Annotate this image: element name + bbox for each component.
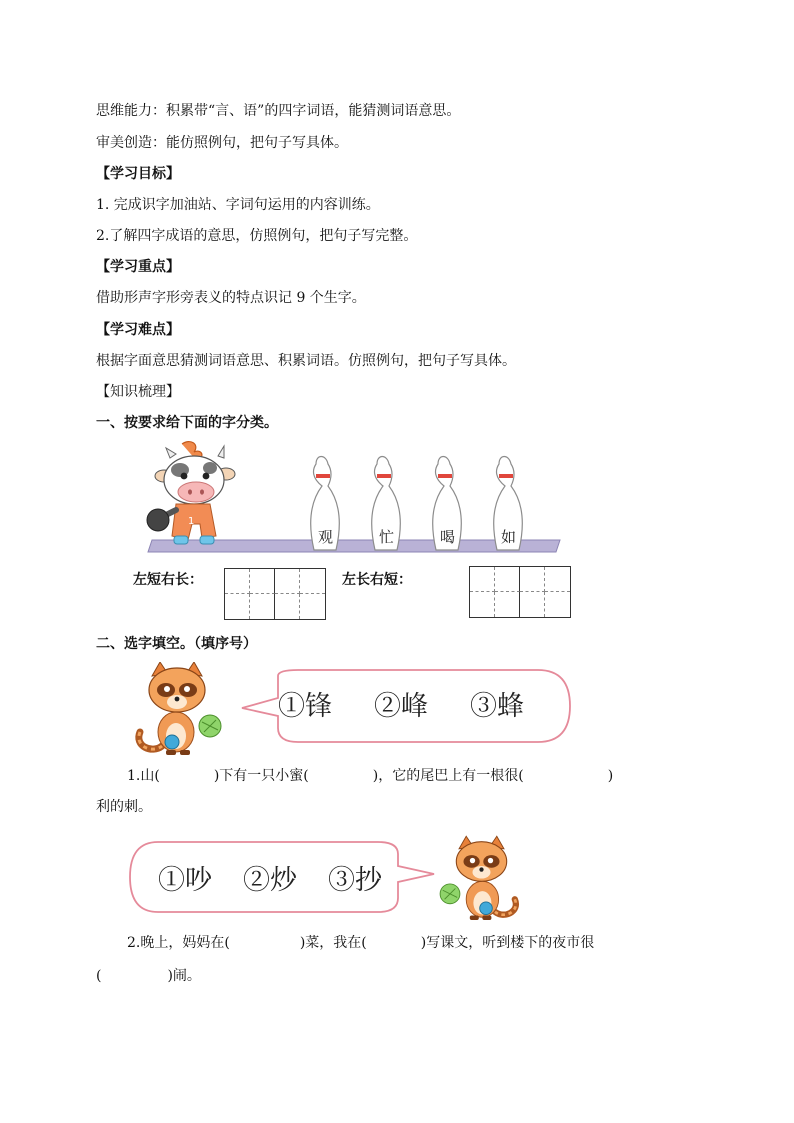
bowling-illustration [130,440,570,560]
writing-grid-right[interactable] [469,566,571,618]
bowling-pin-1 [311,457,340,551]
option-1-feng-sharp: ①锋 [278,691,332,722]
heading-key-points: 【学习重点】 [96,259,180,275]
option-1-chao-noisy: ①吵 [158,865,212,896]
option-3-chao-copy: ③抄 [328,865,382,896]
cow-mascot-icon [155,442,235,544]
bowling-pin-3 [433,457,462,551]
goal-item-1: 1. 完成识字加油站、字词句运用的内容训练。 [96,197,380,213]
heading-knowledge-review: 【知识梳理】 [96,384,180,400]
question-1-line-2: 利的刺。 [96,799,152,815]
heading-difficulties: 【学习难点】 [96,322,180,338]
heading-goals: 【学习目标】 [96,166,180,182]
question-1-line-1: 1.山( )下有一只小蜜( )，它的尾巴上有一根很( ) [127,768,614,784]
writing-grid-left[interactable] [224,568,326,620]
raccoon-mascot-icon [132,662,232,757]
question-2-line-1: 2.晚上，妈妈在( )菜，我在( )写课文，听到楼下的夜市很 [127,935,595,951]
pin-char-4: 如 [501,528,517,546]
bowling-pin-2 [372,457,401,551]
key-point-item: 借助形声字形旁表义的特点识记 9 个生字。 [96,290,366,306]
question-2-line-2: ( )闹。 [96,968,201,984]
bowling-ball-icon [147,509,169,531]
pin-char-3: 喝 [440,528,456,546]
label-left-short-right-long: 左短右长： [133,572,203,588]
option-2-chao-fry: ②炒 [243,865,297,896]
difficulty-item: 根据字面意思猜测词语意思、积累词语。仿照例句，把句子写具体。 [96,353,516,369]
svg-text:1: 1 [188,516,195,527]
pin-char-2: 忙 [379,528,395,546]
ability-line: 思维能力：积累带“言、语”的四字词语，能猜测词语意思。 [96,103,461,119]
bowling-pin-4 [494,457,523,551]
pin-char-1: 观 [318,528,334,546]
label-left-long-right-short: 左长右短： [342,572,412,588]
section2-title: 二、选字填空。（填序号） [96,636,257,652]
option-2-feng-peak: ②峰 [374,691,428,722]
option-3-feng-bee: ③蜂 [470,691,524,722]
goal-item-2: 2.了解四字成语的意思，仿照例句，把句子写完整。 [96,228,418,244]
aesthetic-line: 审美创造：能仿照例句，把句子写具体。 [96,135,348,151]
section1-title: 一、按要求给下面的字分类。 [96,415,278,431]
raccoon-mascot-icon-2 [432,834,522,924]
